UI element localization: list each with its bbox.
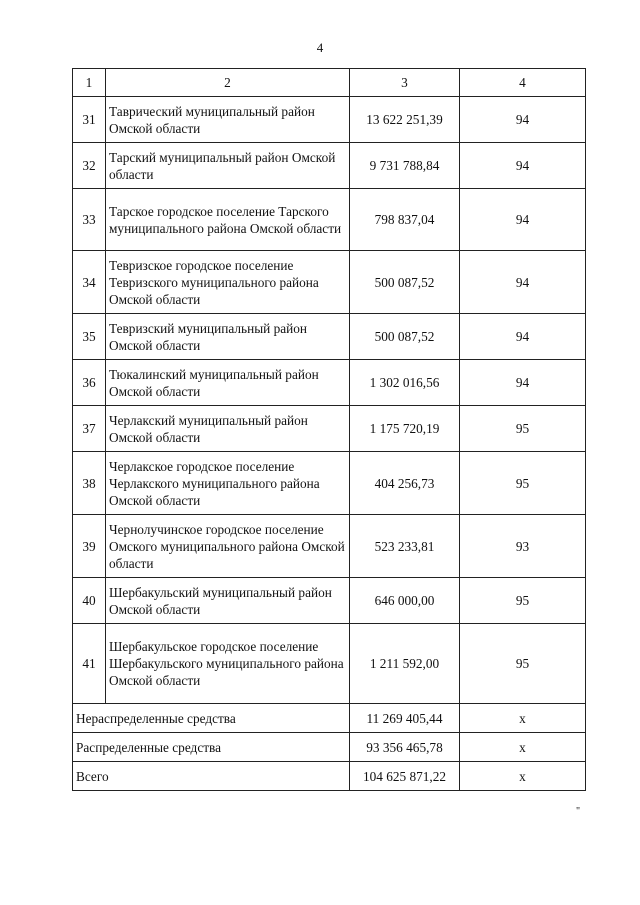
municipality-name: Тевризский муниципальный район Омской области xyxy=(106,314,350,360)
row-number: 39 xyxy=(73,515,106,578)
municipality-name: Черлакский муниципальный район Омской области xyxy=(106,406,350,452)
allocation-table xyxy=(72,68,586,791)
municipality-name: Тарский муниципальный район Омской области xyxy=(106,143,350,189)
municipality-name: Тюкалинский муниципальный район Омской области xyxy=(106,360,350,406)
table-row xyxy=(73,452,586,515)
amount-cell: 1 302 016,56 xyxy=(350,360,460,406)
amount-cell: 1 175 720,19 xyxy=(350,406,460,452)
amount-cell: 13 622 251,39 xyxy=(350,97,460,143)
percent-cell: 94 xyxy=(460,143,586,189)
table-row xyxy=(73,360,586,406)
table-row xyxy=(73,143,586,189)
table-row xyxy=(73,251,586,314)
row-number: 37 xyxy=(73,406,106,452)
summary-label: Всего xyxy=(73,762,350,791)
table-row xyxy=(73,624,586,704)
closing-quote-mark: " xyxy=(576,806,581,817)
amount-cell: 9 731 788,84 xyxy=(350,143,460,189)
amount-cell: 500 087,52 xyxy=(350,314,460,360)
row-number: 36 xyxy=(73,360,106,406)
table-row xyxy=(73,189,586,251)
table-row xyxy=(73,97,586,143)
percent-cell: 94 xyxy=(460,97,586,143)
table-row xyxy=(73,515,586,578)
municipality-name: Шербакульское городское поселение Шербакульского муниципального района Омской области xyxy=(106,624,350,704)
municipality-name: Чернолучинское городское поселение Омского муниципального района Омской области xyxy=(106,515,350,578)
percent-cell: 95 xyxy=(460,406,586,452)
amount-cell: 404 256,73 xyxy=(350,452,460,515)
table-row xyxy=(73,406,586,452)
row-number: 34 xyxy=(73,251,106,314)
header-cell-amount: 3 xyxy=(350,69,460,97)
row-number: 32 xyxy=(73,143,106,189)
summary-percent: х xyxy=(460,704,586,733)
header-row xyxy=(73,69,586,97)
summary-label: Нераспределенные средства xyxy=(73,704,350,733)
summary-percent: х xyxy=(460,762,586,791)
percent-cell: 93 xyxy=(460,515,586,578)
summary-percent: х xyxy=(460,733,586,762)
header-cell-name: 2 xyxy=(106,69,350,97)
percent-cell: 94 xyxy=(460,189,586,251)
percent-cell: 95 xyxy=(460,578,586,624)
summary-row-total xyxy=(73,762,586,791)
summary-label: Распределенные средства xyxy=(73,733,350,762)
page-number: 4 xyxy=(316,40,324,55)
table-row xyxy=(73,314,586,360)
row-number: 38 xyxy=(73,452,106,515)
summary-row-distributed xyxy=(73,733,586,762)
percent-cell: 94 xyxy=(460,314,586,360)
percent-cell: 95 xyxy=(460,624,586,704)
header-cell-number: 1 xyxy=(73,69,106,97)
municipality-name: Шербакульский муниципальный район Омской области xyxy=(106,578,350,624)
header-cell-percent: 4 xyxy=(460,69,586,97)
municipality-name: Тевризское городское поселение Тевризского муниципального района Омской области xyxy=(106,251,350,314)
row-number: 41 xyxy=(73,624,106,704)
municipality-name: Таврический муниципальный район Омской области xyxy=(106,97,350,143)
percent-cell: 95 xyxy=(460,452,586,515)
percent-cell: 94 xyxy=(460,360,586,406)
municipality-name: Тарское городское поселение Тарского муниципального района Омской области xyxy=(106,189,350,251)
percent-cell: 94 xyxy=(460,251,586,314)
row-number: 40 xyxy=(73,578,106,624)
table-row xyxy=(73,578,586,624)
summary-amount: 93 356 465,78 xyxy=(350,733,460,762)
row-number: 35 xyxy=(73,314,106,360)
row-number: 33 xyxy=(73,189,106,251)
amount-cell: 646 000,00 xyxy=(350,578,460,624)
amount-cell: 500 087,52 xyxy=(350,251,460,314)
amount-cell: 1 211 592,00 xyxy=(350,624,460,704)
amount-cell: 798 837,04 xyxy=(350,189,460,251)
amount-cell: 523 233,81 xyxy=(350,515,460,578)
row-number: 31 xyxy=(73,97,106,143)
municipality-name: Черлакское городское поселение Черлакского муниципального района Омской области xyxy=(106,452,350,515)
summary-amount: 11 269 405,44 xyxy=(350,704,460,733)
summary-amount: 104 625 871,22 xyxy=(350,762,460,791)
summary-row-undistributed xyxy=(73,704,586,733)
